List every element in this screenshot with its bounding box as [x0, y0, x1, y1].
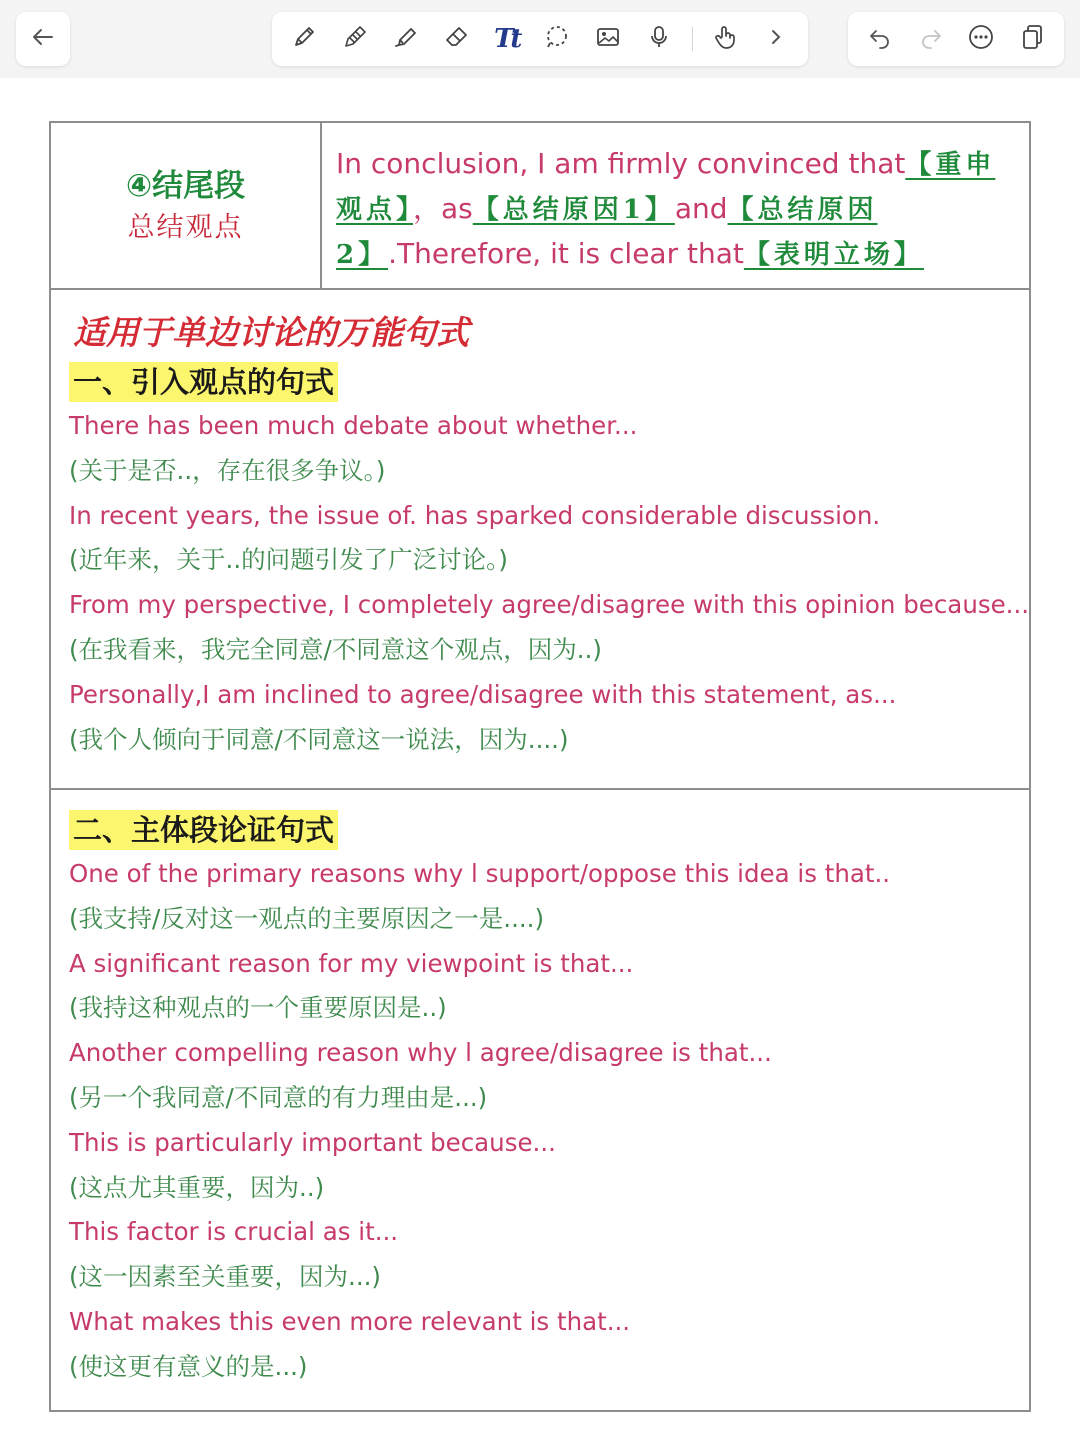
more-icon	[967, 23, 995, 55]
back-button[interactable]	[16, 12, 70, 66]
pencil-icon	[341, 23, 369, 55]
document-actions	[848, 12, 1064, 66]
microphone-tool-button[interactable]	[641, 21, 677, 57]
chinese-translation: (我支持/反对这一观点的主要原因之一是....)	[69, 903, 545, 933]
eraser-icon	[442, 23, 470, 55]
pen-icon	[290, 23, 318, 55]
pen-tool-button[interactable]	[286, 21, 322, 57]
intro-section	[51, 290, 1029, 790]
english-sentence: There has been much debate about whether...	[69, 411, 638, 440]
undo-button[interactable]	[862, 21, 898, 57]
pages-icon	[1018, 23, 1046, 55]
english-sentence: In recent years, the issue of. has sparked considerable discussion.	[69, 500, 881, 530]
text-tool-button[interactable]	[489, 21, 525, 57]
toolbar-separator	[692, 27, 693, 51]
template-text: ，as	[413, 192, 473, 225]
redo-icon	[917, 23, 945, 55]
pages-button[interactable]	[1014, 21, 1050, 57]
conclusion-sublabel: 总结观点	[127, 211, 244, 243]
template-text: In conclusion, I am firmly convinced that	[336, 147, 906, 180]
conclusion-row	[51, 123, 1029, 290]
main-title: 适用于单边讨论的万能句式	[73, 313, 469, 352]
template-text: and	[674, 192, 728, 225]
redo-button[interactable]	[913, 21, 949, 57]
chinese-translation: (这一因素至关重要，因为...)	[69, 1262, 381, 1292]
lasso-icon	[543, 23, 571, 55]
highlighter-tool-button[interactable]	[387, 21, 423, 57]
conclusion-template	[322, 123, 1029, 288]
english-sentence: From my perspective, I completely agree/disagree with this opinion because...	[69, 590, 1030, 620]
image-tool-button[interactable]	[590, 21, 626, 57]
eraser-tool-button[interactable]	[438, 21, 474, 57]
pencil-tool-button[interactable]	[337, 21, 373, 57]
conclusion-label: ④结尾段	[125, 167, 246, 204]
lasso-tool-button[interactable]	[539, 21, 575, 57]
english-sentence: What makes this even more relevant is that...	[69, 1306, 631, 1336]
chinese-translation: (使这更有意义的是...)	[69, 1351, 308, 1381]
chinese-translation: (近年来，关于..的问题引发了广泛讨论。)	[69, 545, 508, 575]
more-button[interactable]	[963, 21, 999, 57]
template-text: .Therefore, it is clear that	[388, 237, 744, 270]
conclusion-label-cell	[51, 123, 322, 288]
template-blank: 【总结原因2】	[336, 195, 878, 270]
chinese-translation: (这点尤其重要，因为..)	[69, 1172, 325, 1202]
drawing-tools	[272, 12, 808, 66]
chinese-translation: (在我看来，我完全同意/不同意这个观点，因为..)	[69, 634, 602, 664]
english-sentence: This factor is crucial as it...	[69, 1217, 399, 1247]
text-tool-icon: Tt	[494, 24, 520, 54]
more-tools-button[interactable]	[758, 21, 794, 57]
touch-gesture-button[interactable]	[707, 21, 743, 57]
template-blank: 【总结原因1】	[472, 195, 675, 225]
undo-icon	[866, 23, 894, 55]
arrow-left-icon	[29, 23, 57, 55]
image-icon	[594, 23, 622, 55]
english-sentence: Personally,I am inclined to agree/disagree with this statement, as...	[69, 679, 897, 709]
english-sentence: A significant reason for my viewpoint is that...	[69, 948, 634, 978]
section-heading: 一、引入观点的句式	[69, 362, 338, 402]
template-blank: 【表明立场】	[743, 240, 924, 270]
english-sentence: This is particularly important because...	[69, 1127, 556, 1157]
english-sentence: Another compelling reason why l agree/disagree is that...	[69, 1038, 772, 1068]
english-sentence: One of the primary reasons why l support/oppose this idea is that..	[69, 859, 891, 888]
chinese-translation: (我个人倾向于同意/不同意这一说法，因为....)	[69, 724, 569, 754]
touch-gesture-icon	[711, 23, 739, 55]
chinese-translation: (我持这种观点的一个重要原因是..)	[69, 993, 447, 1023]
section-heading: 二、主体段论证句式	[69, 810, 338, 850]
microphone-icon	[645, 23, 673, 55]
top-toolbar	[0, 0, 1080, 78]
highlighter-icon	[391, 23, 419, 55]
note-table	[49, 121, 1031, 1412]
chinese-translation: (关于是否..，存在很多争议。)	[69, 455, 386, 485]
template-blank: 【重申观点】	[336, 150, 996, 225]
body-section	[51, 790, 1029, 1410]
chevron-right-icon	[762, 23, 790, 55]
chinese-translation: (另一个我同意/不同意的有力理由是...)	[69, 1082, 488, 1112]
